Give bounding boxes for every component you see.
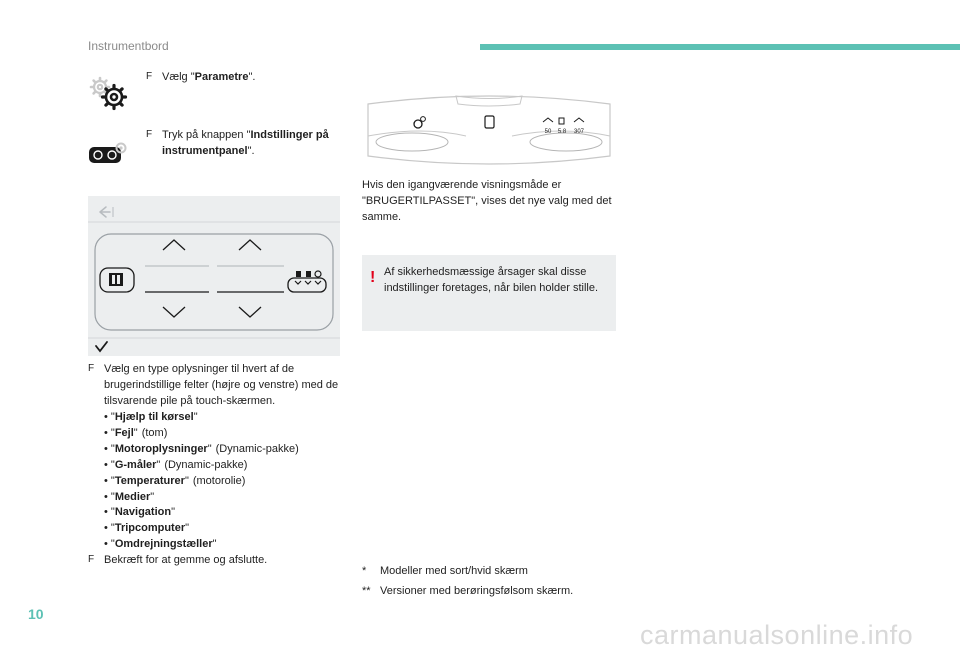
- back-arrow-icon: [100, 207, 113, 217]
- up-arrow-icon[interactable]: [163, 240, 185, 250]
- footnotes: [362, 564, 662, 600]
- confirm-check-icon[interactable]: [96, 342, 107, 351]
- right-panel-gauges-icon: [288, 271, 326, 292]
- information-type-item: • "Medier": [104, 490, 155, 503]
- footnote: ** Versioner med berøringsfølsom skærm.: [362, 584, 574, 597]
- option-note: (motorolie): [192, 474, 246, 487]
- information-type-item: • "Fejl" (tom): [104, 426, 168, 439]
- option-label: Hjælp til kørsel: [114, 410, 194, 423]
- up-arrow-icon[interactable]: [239, 240, 261, 250]
- confirm-step-text: Bekræft for at gemme og afslutte.: [104, 554, 268, 567]
- instrument-panel-illustration: [362, 86, 616, 174]
- footnote: * Modeller med sort/hvid skærm: [362, 565, 528, 577]
- bullet: •: [104, 490, 111, 503]
- option-label: Temperaturer: [114, 474, 185, 487]
- bullet: •: [104, 442, 111, 455]
- bullet: •: [104, 506, 111, 519]
- page-number: 10: [28, 606, 44, 622]
- option-label: Motoroplysninger: [114, 442, 208, 455]
- section-accent-bar: [480, 44, 960, 50]
- step-marker: F: [146, 129, 153, 140]
- step-marker: F: [146, 71, 153, 82]
- warning-icon: !: [370, 269, 376, 286]
- information-type-item: • "Temperaturer" (motorolie): [104, 474, 246, 487]
- step-marker: F: [88, 363, 95, 374]
- information-type-item: • "Motoroplysninger" (Dynamic-pakke): [104, 442, 299, 455]
- step-press-settings: F Tryk på knappen "Indstillinger på instrumentpanel".: [146, 128, 336, 160]
- information-type-item: • "Navigation": [104, 506, 175, 519]
- information-type-list: [88, 410, 346, 553]
- bullet: •: [104, 410, 111, 423]
- information-type-item: • "G-måler" (Dynamic-pakke): [104, 458, 248, 471]
- gear-icon: [414, 117, 425, 128]
- main-step-block: [88, 362, 346, 569]
- instrument-settings-label: Indstillinger på instrumentpanel: [162, 129, 329, 157]
- information-type-item: • "Tripcomputer": [104, 522, 190, 535]
- gear-icon: [88, 76, 132, 118]
- warning-text: Af sikkerhedsmæssige årsager skal disse indstillinger foretages, når bilen holder stille.: [384, 266, 599, 294]
- section-title: Instrumentbord: [88, 39, 169, 53]
- option-label: G-måler: [114, 458, 157, 471]
- down-arrow-icon[interactable]: [163, 307, 185, 317]
- display-mode-paragraph: Hvis den igangværende visningsmåde er "BRUGERTILPASSET", vises det nye valg med det samme.: [362, 179, 612, 223]
- option-note: (Dynamic-pakke): [164, 458, 248, 471]
- information-type-item: • "Omdrejningstæller": [104, 538, 217, 551]
- safety-warning-box: [362, 255, 616, 331]
- option-note: (Dynamic-pakke): [215, 442, 299, 455]
- down-arrow-icon[interactable]: [239, 307, 261, 317]
- dashboard-value: 50: [544, 129, 552, 135]
- bullet: •: [104, 538, 111, 551]
- instrument-panel-settings-icon: [88, 140, 130, 172]
- information-type-item: • "Hjælp til kørsel": [104, 410, 198, 423]
- main-step-text: Vælg en type oplysninger til hvert af de brugerindstillige felter (højre og venstre) med de tilsvarende pile på touch-skærmen.: [104, 363, 339, 407]
- option-label: Tripcomputer: [114, 522, 186, 535]
- option-label: Omdrejningstæller: [114, 538, 213, 551]
- option-note: (tom): [141, 426, 168, 439]
- step-marker: F: [88, 554, 95, 566]
- bullet: •: [104, 522, 111, 535]
- parameters-label: Parametre: [194, 71, 249, 83]
- bullet: •: [104, 474, 111, 487]
- watermark: carmanualsonline.info: [640, 620, 914, 650]
- settings-screen-illustration: [88, 196, 340, 356]
- phone-icon: [485, 116, 494, 128]
- step-select-parameters: F Vælg "Parametre".: [146, 70, 336, 86]
- dashboard-value: 307: [573, 129, 585, 135]
- bullet: •: [104, 458, 111, 471]
- trip-gauge-icons: [543, 118, 584, 124]
- option-label: Medier: [114, 490, 151, 503]
- bullet: •: [104, 426, 111, 439]
- option-label: Navigation: [114, 506, 172, 519]
- left-panel-layout-icon: [100, 268, 134, 292]
- option-label: Fejl: [114, 426, 134, 439]
- dashboard-value: 5.8: [557, 129, 567, 135]
